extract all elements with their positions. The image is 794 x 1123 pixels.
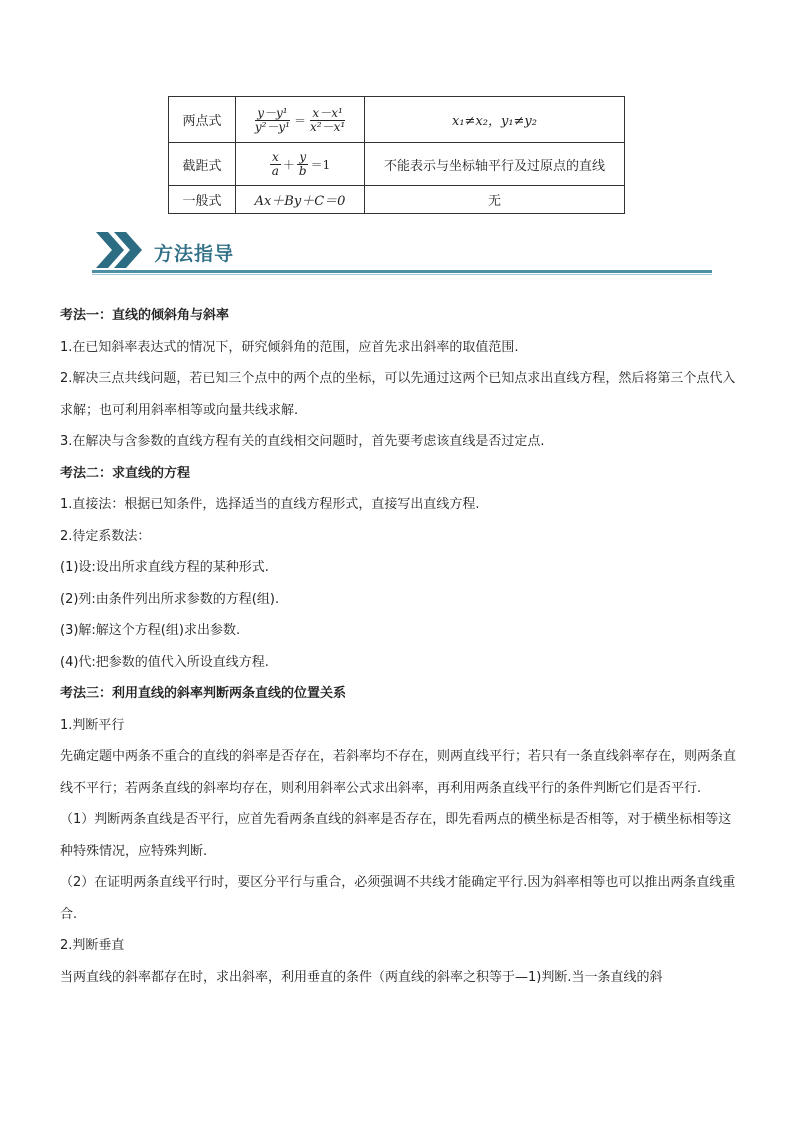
table-row	[169, 143, 625, 186]
paragraph: (2)列:由条件列出所求参数的方程(组).	[60, 591, 280, 607]
method-guide-content	[60, 300, 736, 993]
condition-cell: 无	[365, 186, 625, 214]
paragraph: 2.判断垂直	[60, 938, 125, 953]
banner-divider-thin	[92, 274, 712, 275]
form-name-cell: 截距式	[169, 143, 236, 186]
paragraph: 3.在解决与含参数的直线方程有关的直线相交问题时，首先要考虑该直线是否过定点.	[60, 434, 545, 449]
paragraph: 1.直接法：根据已知条件，选择适当的直线方程形式，直接写出直线方程.	[60, 497, 480, 512]
paragraph: 2.待定系数法：	[60, 528, 151, 544]
method-heading: 考法三：利用直线的斜率判断两条直线的位置关系	[60, 686, 347, 701]
condition-cell: x₁≠x₂，y₁≠y₂	[365, 97, 625, 143]
paragraph: (3)解:解这个方程(组)求出参数.	[60, 623, 241, 638]
paragraph: (1)设:设出所求直线方程的某种形式.	[60, 560, 269, 575]
section-title: 方法指导	[154, 243, 235, 265]
line-equation-forms-table	[168, 96, 625, 214]
general-formula-cell: Ax＋By＋C＝0	[236, 186, 365, 214]
paragraph: （2）在证明两条直线平行时，要区分平行与重合，必须强调不共线才能确定平行.因为斜率相等也可以推出两条直线重合.	[60, 875, 736, 922]
two-point-formula: $\frac{\text{y－y¹}}{\text{y²－y¹}}$ ＝ $\frac{\text{x－x¹}}{\text{x²－x¹}}$	[254, 105, 346, 134]
paragraph: 当两直线的斜率都存在时，求出斜率，利用垂直的条件（两直线的斜率之积等于—1)判断.当一条直线的斜	[60, 969, 663, 985]
paragraph: 2.解决三点共线问题，若已知三个点中的两个点的坐标，可以先通过这两个已知点求出直线方程，然后将第三个点代入求解；也可利用斜率相等或向量共线求解.	[60, 371, 736, 418]
paragraph: 先确定题中两条不重合的直线的斜率是否存在，若斜率均不存在，则两直线平行；若只有一条直线斜率存在，则两条直线不平行；若两条直线的斜率均存在，则利用斜率公式求出斜率，再利用两条直线平行的条件判断它们是否平行.	[60, 749, 737, 796]
form-name-cell: 两点式	[169, 97, 236, 143]
form-name-cell: 一般式	[169, 186, 236, 214]
paragraph: （1）判断两条直线是否平行，应首先看两条直线的斜率是否存在，即先看两点的横坐标是否相等，对于横坐标相等这种特殊情况，应特殊判断.	[60, 812, 732, 859]
paragraph: (4)代:把参数的值代入所设直线方程.	[60, 654, 269, 670]
table-row	[169, 97, 625, 143]
intercept-formula: $\frac{x}{a}$ ＋ $\frac{y}{b}$ ＝1	[271, 150, 331, 178]
table-row	[169, 186, 625, 214]
double-chevron-icon	[94, 230, 146, 270]
intercept-formula-cell	[236, 143, 365, 186]
banner-divider	[92, 270, 712, 273]
two-point-formula-cell	[236, 97, 365, 143]
section-banner	[92, 230, 712, 276]
method-heading: 考法一：直线的倾斜角与斜率	[60, 308, 230, 323]
method-heading: 考法二：求直线的方程	[60, 465, 191, 481]
condition-cell: 不能表示与坐标轴平行及过原点的直线	[365, 143, 625, 186]
paragraph: 1.在已知斜率表达式的情况下，研究倾斜角的范围，应首先求出斜率的取值范围.	[60, 339, 519, 355]
paragraph: 1.判断平行	[60, 717, 125, 733]
